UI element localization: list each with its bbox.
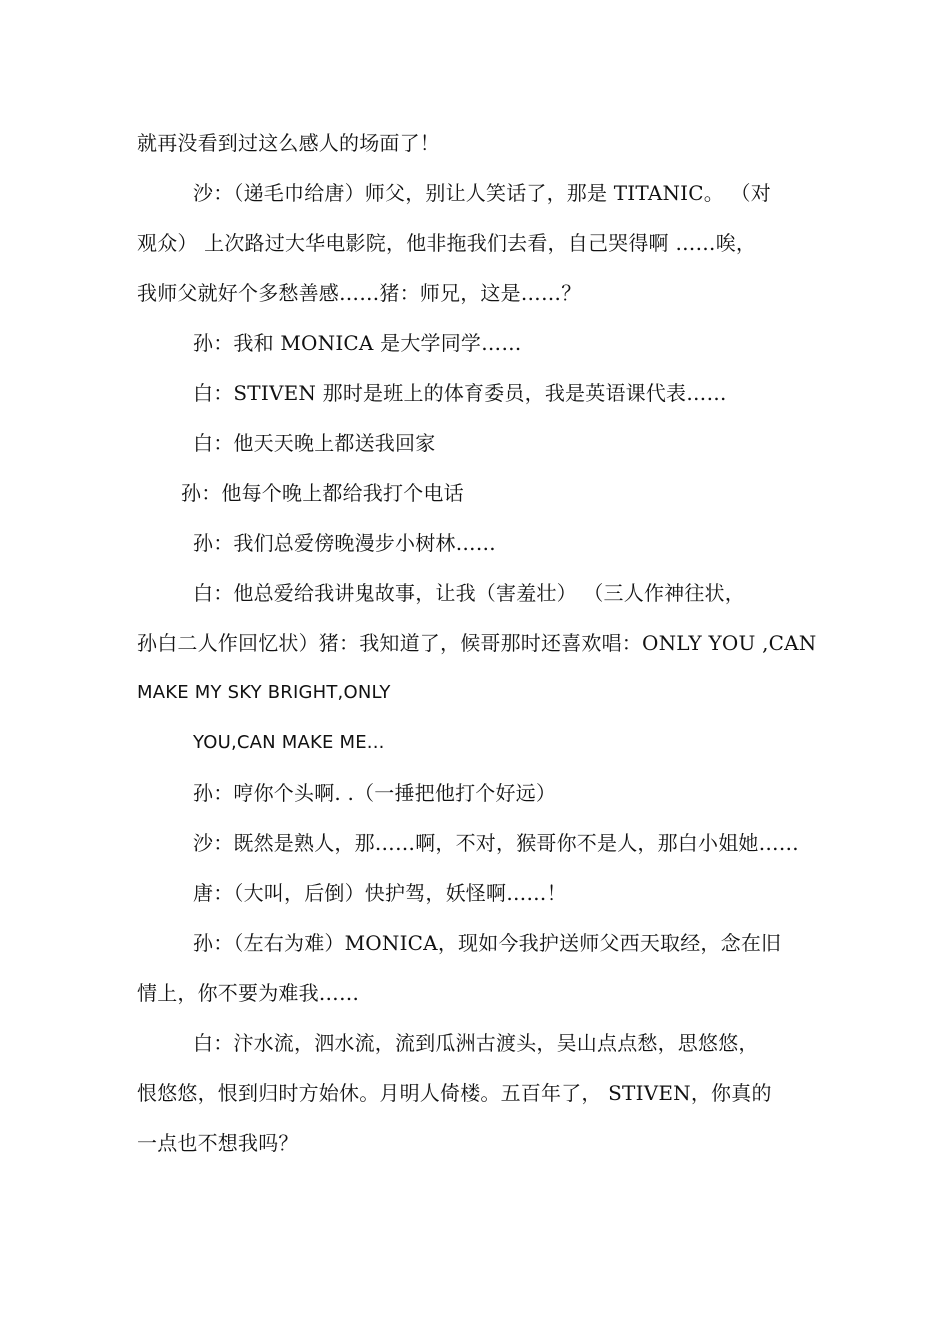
text-line-6: 白：STIVEN 那时是班上的体育委员，我是英语课代表…… xyxy=(193,381,727,405)
script-text xyxy=(137,118,819,1168)
text-line-14: 孙：哼你个头啊. .（一捶把他打个好远） xyxy=(193,781,557,805)
text-line-18: 情上，你不要为难我…… xyxy=(137,981,360,1005)
text-line-20: 恨悠悠，恨到归时方始休。月明人倚楼。五百年了， STIVEN，你真的 xyxy=(137,1081,772,1105)
text-line-10: 白：他总爱给我讲鬼故事，让我（害羞壮） （三人作神往状， xyxy=(193,581,745,605)
text-line-2: 沙：（递毛巾给唐）师父，别让人笑话了，那是 TITANIC。 （对 xyxy=(193,181,771,205)
text-line-13: YOU,CAN MAKE ME... xyxy=(193,732,385,753)
text-line-9: 孙：我们总爱傍晚漫步小树林…… xyxy=(193,531,496,555)
text-line-15: 沙：既然是熟人，那……啊，不对，猴哥你不是人，那白小姐她…… xyxy=(193,831,799,855)
text-line-5: 孙：我和 MONICA 是大学同学…… xyxy=(193,331,522,355)
text-line-19: 白：汴水流，泗水流，流到瓜洲古渡头，吴山点点愁，思悠悠， xyxy=(193,1031,759,1055)
text-line-16: 唐：（大叫，后倒）快护驾，妖怪啊……！ xyxy=(193,881,567,905)
text-line-21: 一点也不想我吗？ xyxy=(137,1131,299,1155)
text-line-4: 我师父就好个多愁善感……猪：师兄，这是……？ xyxy=(137,281,582,305)
text-line-3: 观众） 上次路过大华电影院，他非拖我们去看，自己哭得啊 ……唉， xyxy=(137,231,757,255)
text-line-8: 孙：他每个晚上都给我打个电话 xyxy=(181,481,464,505)
text-line-1: 就再没看到过这么感人的场面了！ xyxy=(137,131,440,155)
text-line-17: 孙：（左右为难）MONICA，现如今我护送师父西天取经，念在旧 xyxy=(193,931,782,955)
text-line-11: 孙白二人作回忆状）猪：我知道了，候哥那时还喜欢唱：ONLY YOU ,CAN xyxy=(137,631,817,655)
text-line-12: MAKE MY SKY BRIGHT,ONLY xyxy=(137,682,391,703)
text-line-7: 白：他天天晚上都送我回家 xyxy=(193,431,436,455)
